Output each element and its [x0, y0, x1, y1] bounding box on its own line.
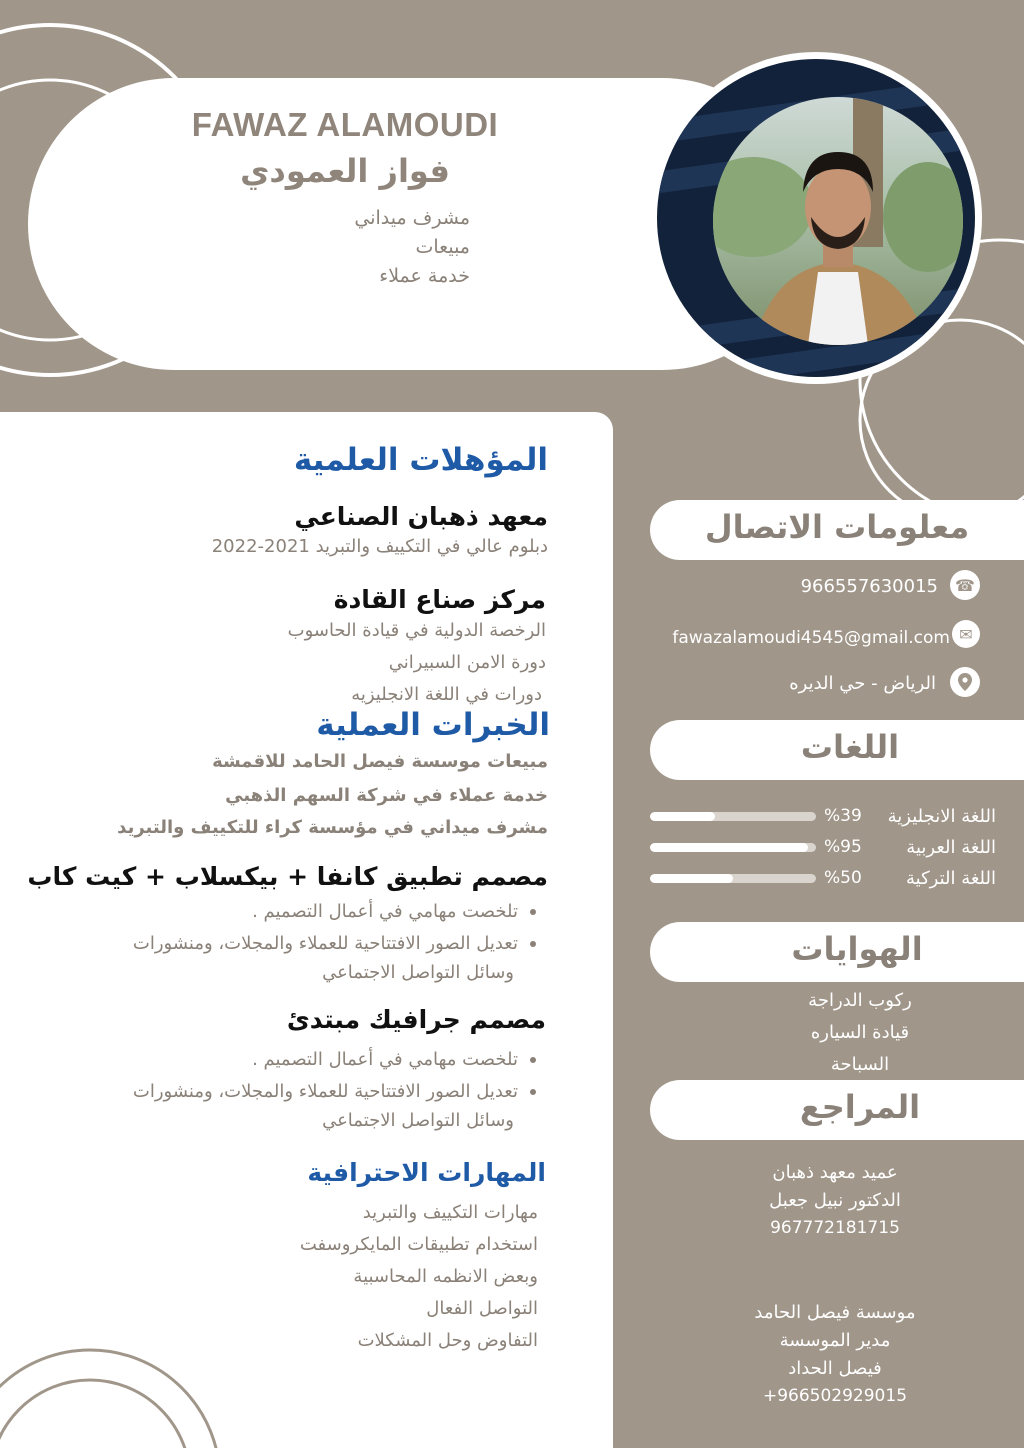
- school-name: معهد ذهبان الصناعي: [294, 502, 548, 531]
- job-title: مبيعات: [415, 236, 470, 258]
- language-name: اللغة العربية: [906, 837, 996, 858]
- role-bullet-continued: وسائل التواصل الاجتماعي: [322, 1110, 514, 1131]
- role-title: مصمم جرافيك مبتدئ: [286, 1005, 546, 1034]
- job-titles: [354, 204, 470, 291]
- language-percent: %39: [824, 806, 862, 826]
- experience-item: خدمة عملاء في شركة السهم الذهبي: [225, 785, 548, 806]
- experience-item: مشرف ميداني في مؤسسة كراء للتكييف والتبريد: [117, 817, 548, 838]
- skills-heading: المهارات الاحترافية: [307, 1158, 546, 1187]
- reference-line: موسسة فيصل الحامد: [754, 1302, 916, 1323]
- language-bar: [650, 874, 816, 883]
- language-bar-fill: [650, 874, 733, 883]
- profile-photo: [713, 97, 963, 345]
- contact-email: fawazalamoudi4545@gmail.com: [672, 628, 950, 648]
- skill-item: التواصل الفعال: [426, 1298, 538, 1319]
- skill-item: مهارات التكييف والتبريد: [362, 1202, 538, 1223]
- language-name: اللغة الانجليزية: [887, 806, 996, 827]
- school-detail: دورة الامن السبيراني: [388, 652, 546, 673]
- reference-line: عميد معهد ذهبان: [772, 1162, 898, 1183]
- language-percent: %95: [824, 837, 862, 857]
- experience-item: مبيعات موسسة فيصل الحامد للاقمشة: [212, 751, 548, 772]
- skill-item: التفاوض وحل المشكلات: [357, 1330, 538, 1351]
- hobby-item: ركوب الدراجة: [808, 990, 912, 1011]
- name-english: FAWAZ ALAMOUDI: [191, 106, 499, 143]
- role-bullets: [133, 896, 542, 960]
- languages-heading: اللغات: [800, 728, 900, 766]
- job-title: خدمة عملاء: [379, 265, 470, 287]
- role-bullet: تلخصت مهامي في أعمال التصميم .: [133, 896, 542, 928]
- language-bar-fill: [650, 843, 808, 852]
- skill-item: وبعض الانظمه المحاسبية: [353, 1266, 538, 1287]
- phone-icon: ☎: [950, 570, 980, 600]
- location-pin-icon: [950, 667, 980, 697]
- reference-phone: 967772181715: [770, 1218, 900, 1238]
- hobby-item: قيادة السياره: [810, 1022, 910, 1043]
- language-percent: %50: [824, 868, 862, 888]
- language-name: اللغة التركية: [906, 868, 996, 889]
- reference-line: مدير الموسسة: [779, 1330, 891, 1351]
- language-bar: [650, 843, 816, 852]
- reference-line: الدكتور نبيل جعبل: [769, 1190, 901, 1211]
- job-title: مشرف ميداني: [354, 207, 470, 229]
- contact-address: الرياض - حي الديره: [789, 673, 936, 694]
- references-heading: المراجع: [799, 1088, 921, 1126]
- language-bar-fill: [650, 812, 715, 821]
- name-arabic: فواز العمودي: [240, 152, 450, 190]
- reference-line: فيصل الحداد: [788, 1358, 882, 1379]
- email-icon: ✉: [952, 620, 980, 648]
- school-detail: الرخصة الدولية في قيادة الحاسوب: [287, 620, 546, 641]
- school-name: مركز صناع القادة: [333, 585, 546, 614]
- role-bullets: [133, 1044, 542, 1108]
- experience-heading: الخبرات العملية: [316, 707, 550, 743]
- reference-phone: +966502929015: [762, 1386, 908, 1406]
- school-detail: دورات في اللغة الانجليزيه: [351, 684, 542, 705]
- school-detail: دبلوم عالي في التكييف والتبريد 2021-2022: [211, 536, 548, 557]
- role-bullet-continued: وسائل التواصل الاجتماعي: [322, 962, 514, 983]
- language-bar: [650, 812, 816, 821]
- hobbies-heading: الهوايات: [791, 930, 923, 968]
- hobby-item: السباحة: [830, 1054, 890, 1075]
- role-bullet: تعديل الصور الافتتاحية للعملاء والمجلات، ومنشورات: [133, 928, 542, 960]
- contact-heading: معلومات الاتصال: [704, 508, 970, 546]
- role-bullet: تلخصت مهامي في أعمال التصميم .: [133, 1044, 542, 1076]
- bottom-decorative-circles: [0, 1330, 250, 1448]
- role-title: مصمم تطبيق كانفا + بيكسلاب + كيت كاب: [27, 862, 548, 891]
- skill-item: استخدام تطبيقات المايكروسفت: [299, 1234, 538, 1255]
- role-bullet: تعديل الصور الافتتاحية للعملاء والمجلات، ومنشورات: [133, 1076, 542, 1108]
- education-heading: المؤهلات العلمية: [293, 442, 548, 478]
- contact-phone: 966557630015: [800, 576, 938, 597]
